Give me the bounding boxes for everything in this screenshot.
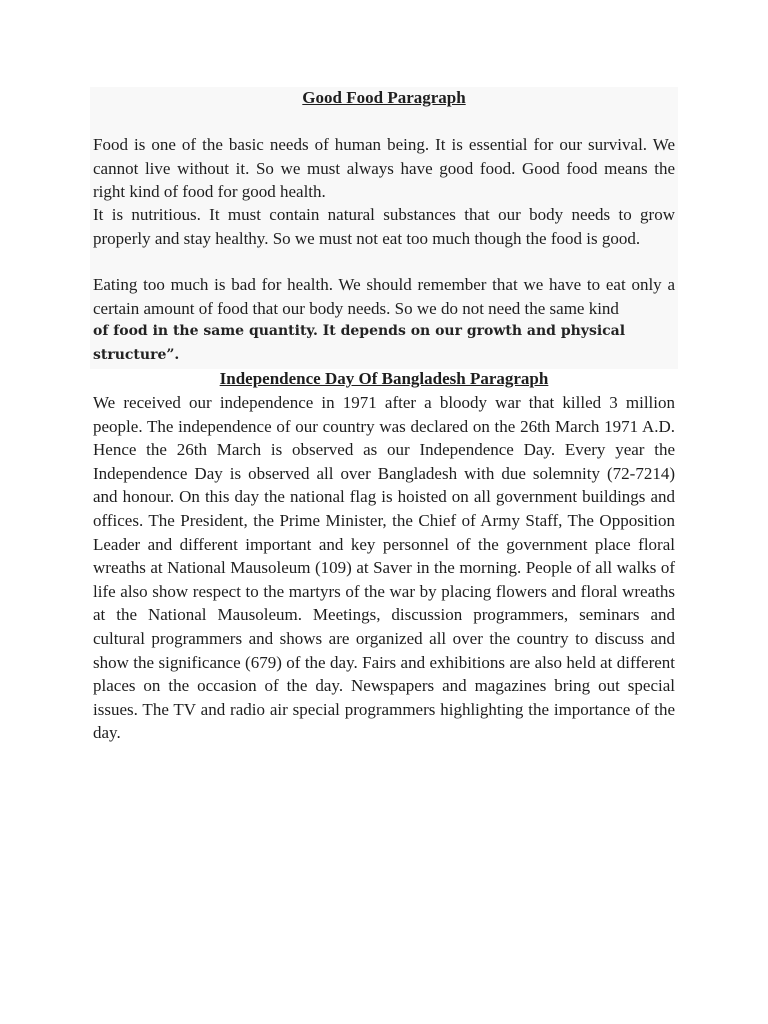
good-food-paragraph-2: It is nutritious. It must contain natural substances that our body needs to grow properly and stay healthy. So we must not eat too much though the food is good. xyxy=(93,205,675,248)
good-food-title: Good Food Paragraph xyxy=(302,88,466,107)
good-food-paragraph-1: Food is one of the basic needs of human being. It is essential for our survival. We cannot live without it. So we must always have good food. Good food means the right kind of food for good health. xyxy=(93,135,675,202)
independence-day-paragraph: We received our independence in 1971 after a bloody war that killed 3 million people. The independence of our country was declared on the 26th March 1971 A.D. Hence the 26th March is observed as our Independence Day. Every year the Independence Day is observed all over Bangladesh with due solemnity (72-7214) and honour. On this day the national flag is hoisted on all government buildings and offices. The President, the Prime Minister, the Chief of Army Staff, The Opposition Leader and different important and key personnel of the government place floral wreaths at National Mausoleum (109) at Saver in the morning. People of all walks of life also show respect to the martyrs of the war by placing flowers and floral wreaths at the National Mausoleum. Meetings, discussion programmers, seminars and cultural programmers and shows are organized all over the country to discuss and show the significance (679) of the day. Fairs and exhibitions are also held at different places on the occasion of the day. Newspapers and magazines bring out special issues. The TV and radio air special programmers highlighting the importance of the day. xyxy=(93,393,675,743)
good-food-paragraph-3-continued: of food in the same quantity. It depends on our growth and physical structure”. xyxy=(93,323,626,363)
independence-day-title: Independence Day Of Bangladesh Paragraph xyxy=(219,369,549,388)
good-food-paragraph-3: Eating too much is bad for health. We should remember that we have to eat only a certain amount of food that our body needs. So we do not need the same kind xyxy=(93,275,675,318)
